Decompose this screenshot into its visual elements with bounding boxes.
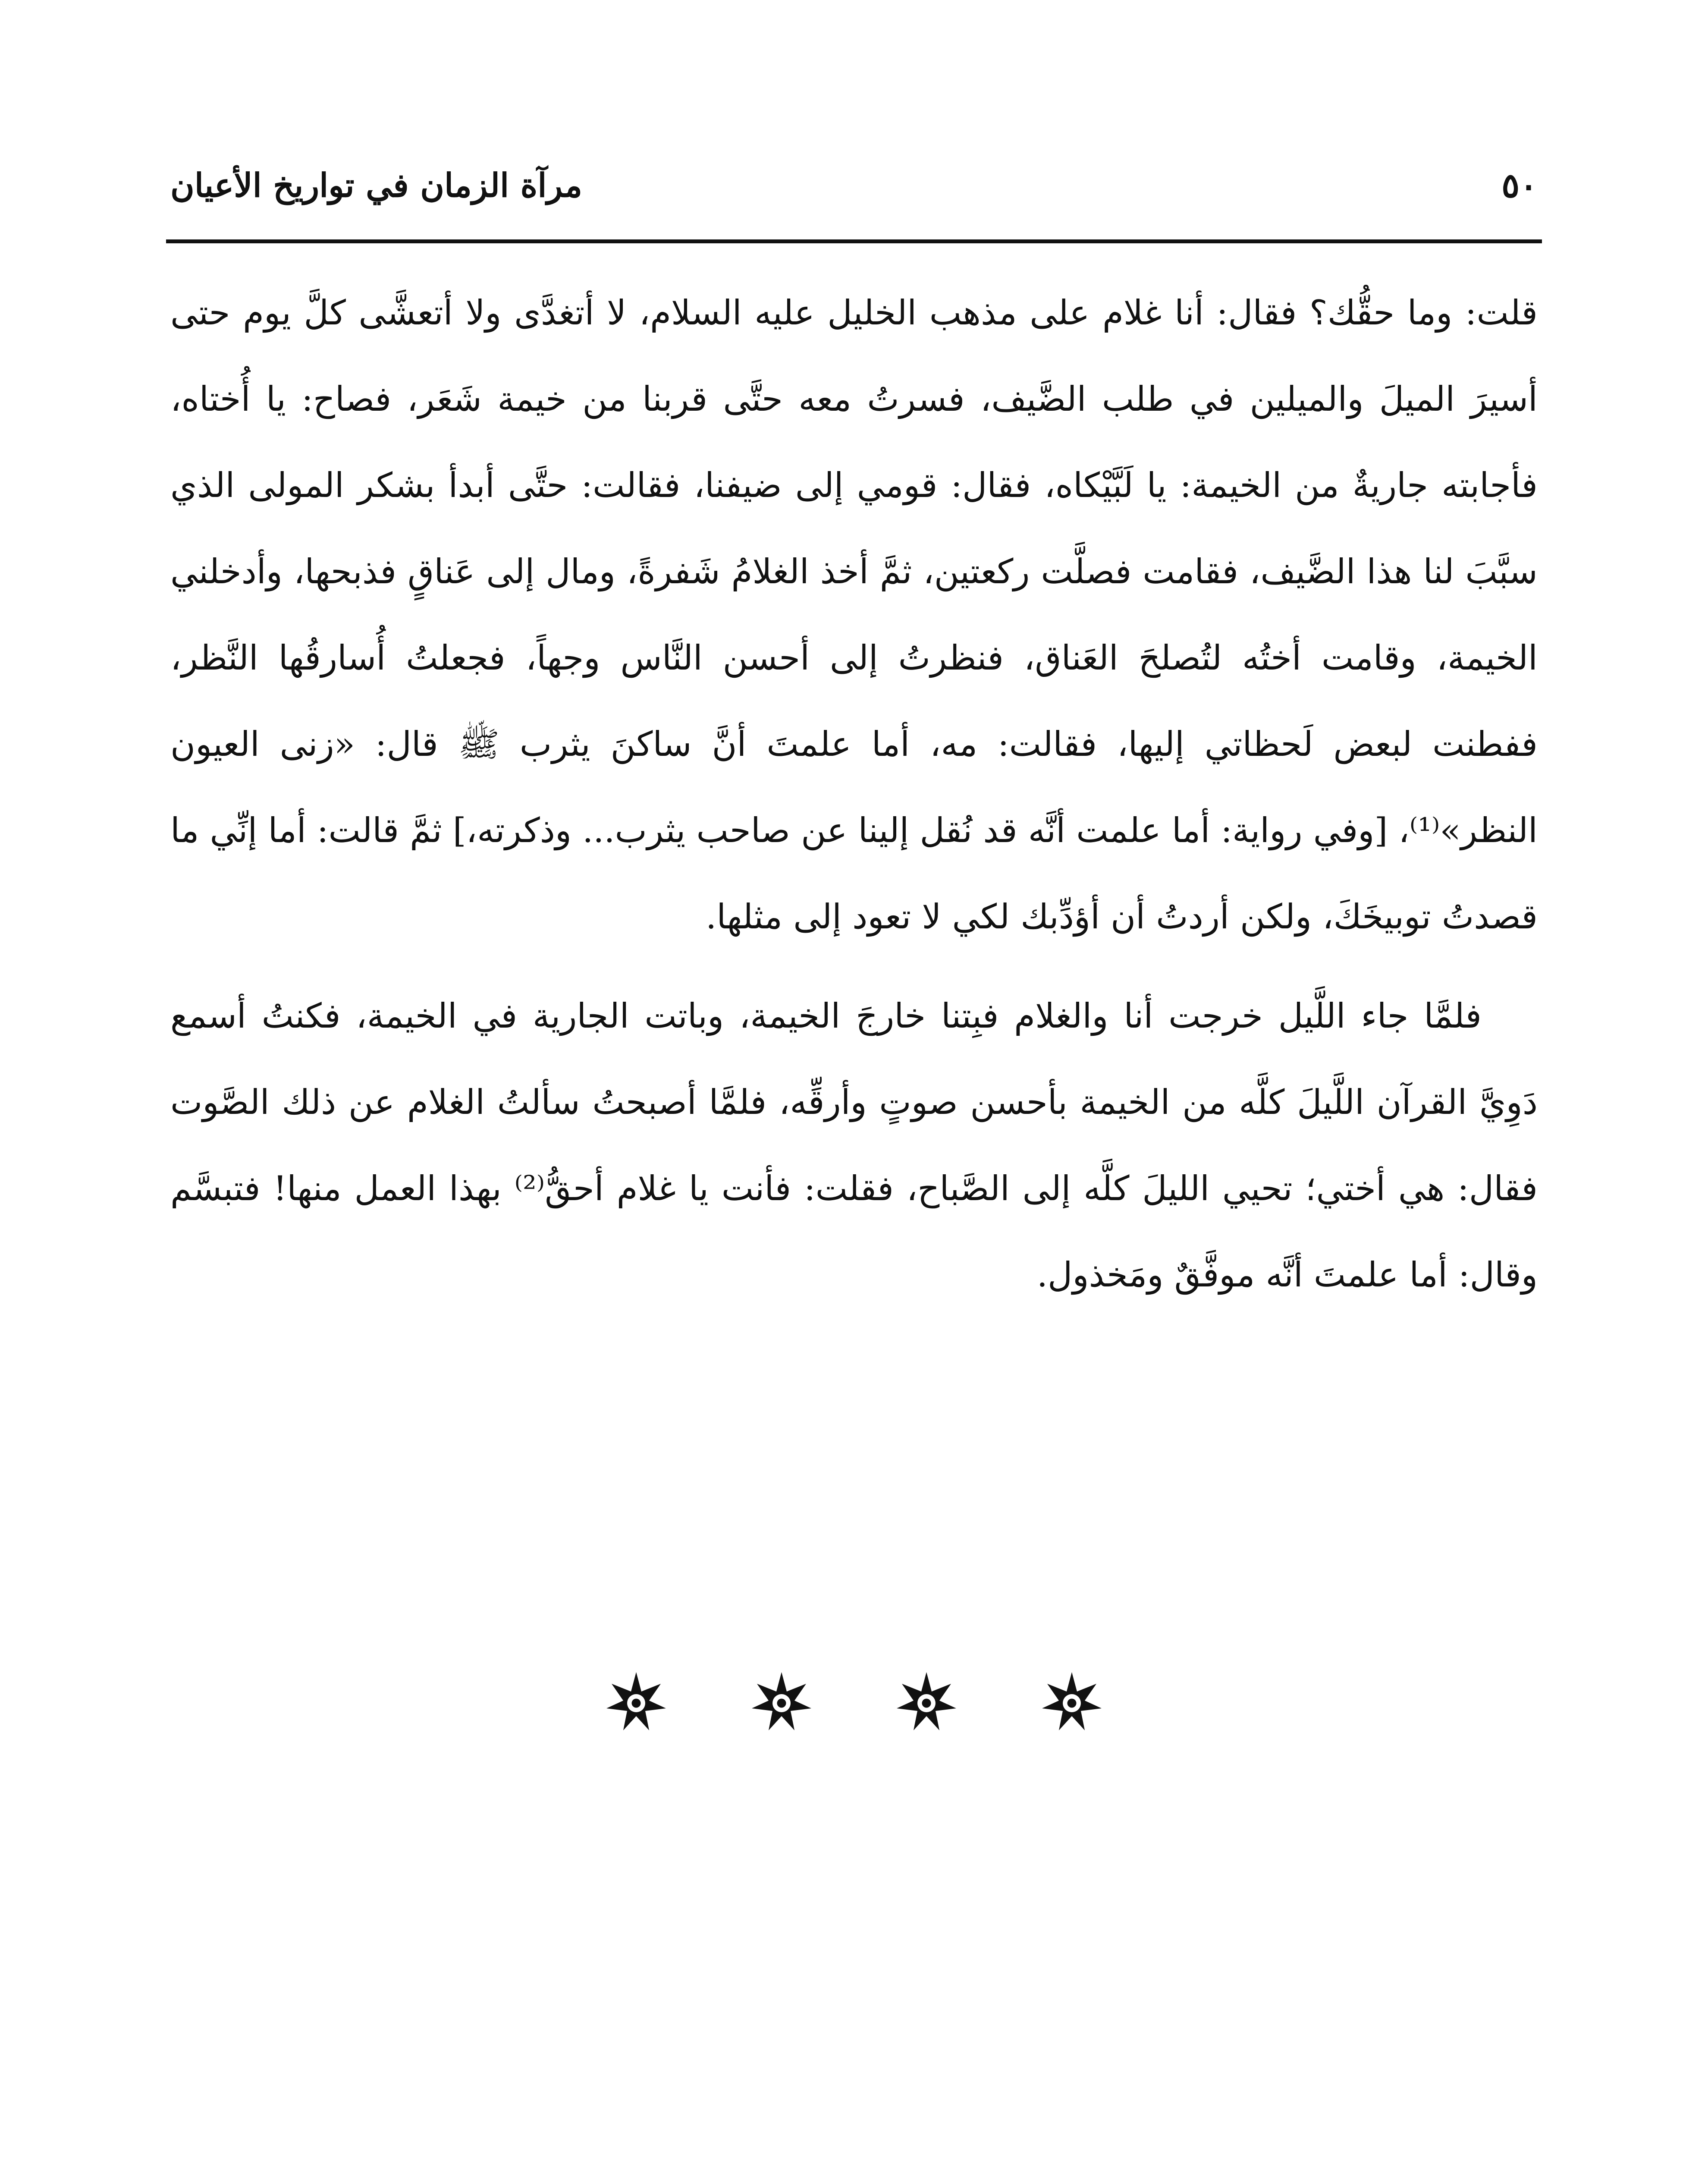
body-paragraph: قلت: وما حقُّك؟ فقال: أنا غلام على مذهب الخليل عليه السلام، لا أتغدَّى ولا أتعشَّى كلَّ يوم حتى أسيرَ الميلَ والميلين في طلب الضَّيف، فسرتُ معه حتَّى قربنا من خيمة شَعَر، فصاح: يا أُختاه، فأجابته جاريةٌ من الخيمة: يا لَبَّيْكاه، فقال: قومي إلى ضيفنا، فقالت: حتَّى أبدأ بشكر المولى الذي سبَّبَ لنا هذا الضَّيف، فقامت فصلَّت ركعتين، ثمَّ أخذ الغلامُ شَفرةً، ومال إلى عَناقٍ فذبحها، وأدخلني الخيمة، وقامت أختُه لتُصلحَ العَناق، فنظرتُ إلى أحسن النَّاس وجهاً، فجعلتُ أُسارقُها النَّظر، ففطنت لبعض لَحظاتي إليها، فقالت: مه، أما علمتَ أنَّ ساكنَ يثرب ﷺ قال: «زنى العيون النظر»⁽¹⁾، [وفي رواية: أما علمت أنَّه قد نُقل إلينا عن صاحب يثرب... وذكرته،] ثمَّ قالت: أما إنِّي ما قصدتُ توبيخَكَ، ولكن أردتُ أن أؤدِّبك لكي لا تعود إلى مثلها.	[170, 293, 1538, 937]
flower-ornament-icon	[749, 1670, 814, 1734]
page-header	[170, 166, 1538, 226]
flower-ornament-icon	[1039, 1670, 1104, 1734]
body-paragraph: فلمَّا جاء اللَّيل خرجت أنا والغلام فبِتنا خارجَ الخيمة، وباتت الجارية في الخيمة، فكنتُ أسمع دَوِيَّ القرآن اللَّيلَ كلَّه من الخيمة بأحسن صوتٍ وأرقِّه، فلمَّا أصبحتُ سألتُ الغلام عن ذلك الصَّوت فقال: هي أختي؛ تحيي الليلَ كلَّه إلى الصَّباح، فقلت: فأنت يا غلام أحقُّ⁽²⁾ بهذا العمل منها! فتبسَّم وقال: أما علمتَ أنَّه موفَّقٌ ومَخذول.	[170, 996, 1538, 1295]
ornament-separator	[604, 1665, 1104, 1739]
running-title: مرآة الزمان في تواريخ الأعيان	[170, 166, 583, 204]
flower-ornament-icon	[894, 1670, 959, 1734]
flower-ornament-icon	[604, 1670, 669, 1734]
main-text	[170, 270, 1538, 1318]
page-number: ٥٠	[1501, 166, 1538, 205]
header-rule	[166, 239, 1542, 243]
